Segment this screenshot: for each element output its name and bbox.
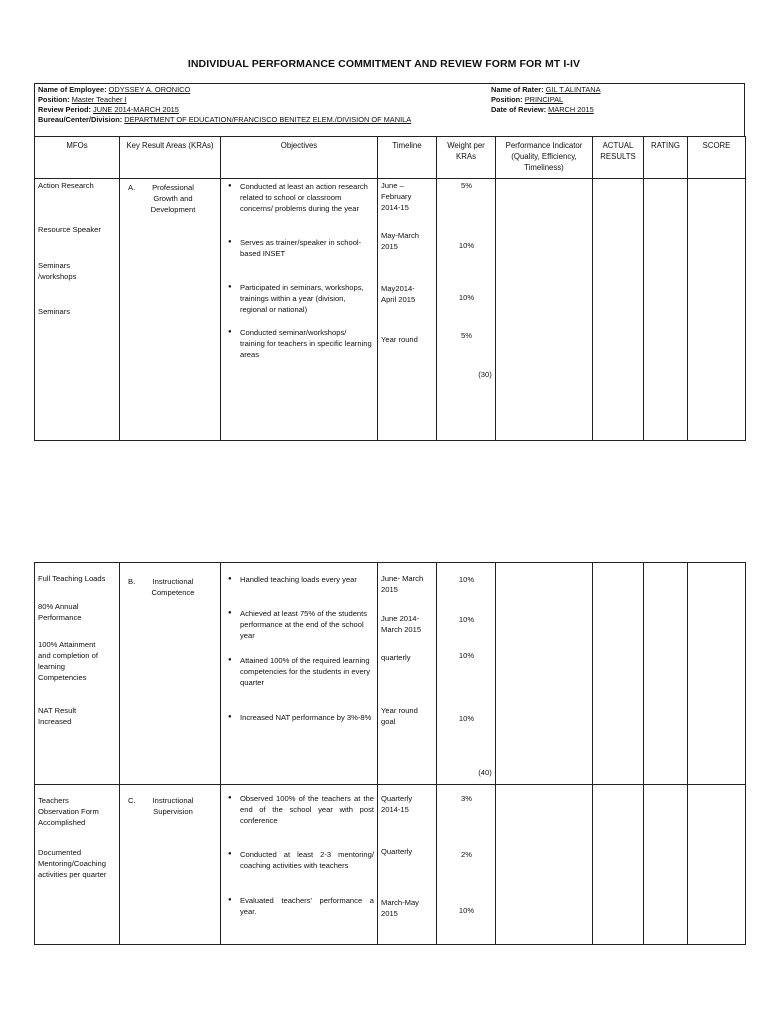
timeline-cell [378, 179, 437, 441]
mfo-item: Action Research [38, 181, 94, 190]
weight-cell [437, 179, 496, 441]
weight-cell [437, 785, 496, 945]
mfo-item: Seminars /workshops [38, 261, 77, 281]
col-header-rating: RATING [644, 137, 688, 179]
section-total: (30) [478, 370, 492, 379]
timeline-item: June- March 2015 [381, 574, 424, 594]
rater-label: Name of Rater: [491, 85, 544, 94]
objective-item: ● Conducted at least 2-3 mentoring/ coaching activities with teachers [240, 849, 374, 871]
period-label: Review Period: [38, 105, 91, 114]
performance-indicator-cell [496, 785, 593, 945]
employee-name: ODYSSEY A. ORONICO [108, 85, 191, 94]
table-header-row [35, 137, 746, 179]
weight-value: 5% [461, 331, 472, 340]
form-title: INDIVIDUAL PERFORMANCE COMMITMENT AND REVIEW FORM FOR MT I-IV [187, 58, 581, 70]
mfo-item: Resource Speaker [38, 225, 101, 234]
form-header [34, 83, 745, 136]
score-cell [688, 785, 746, 945]
weight-value: 10% [458, 651, 475, 660]
timeline-item: Quarterly 2014-15 [381, 794, 413, 814]
col-header-timeline: Timeline [378, 137, 437, 179]
table-row-section-b [35, 563, 746, 785]
kra-title: Professional Growth and Development [150, 183, 196, 214]
rating-cell [644, 179, 688, 441]
employee-info [38, 85, 411, 125]
review-date: MARCH 2015 [548, 105, 594, 114]
rating-cell [644, 785, 688, 945]
kra-cell [120, 785, 221, 945]
commitment-table-page-1 [34, 136, 746, 441]
weight-value: 2% [461, 850, 472, 859]
objective-item: ● Conducted seminar/workshops/ training for teachers in specific learning areas [240, 327, 372, 360]
timeline-cell [378, 785, 437, 945]
timeline-item: June – February 2014-15 [381, 181, 412, 212]
performance-indicator-cell [496, 563, 593, 785]
mfo-cell [35, 785, 120, 945]
mfo-item: Seminars [38, 307, 71, 316]
mfo-cell [35, 179, 120, 441]
bureau-label: Bureau/Center/Division: [38, 115, 123, 124]
objective-item: ● Serves as trainer/speaker in school-based INSET [240, 237, 372, 259]
timeline-item: May-March 2015 [381, 231, 419, 251]
kra-cell [120, 563, 221, 785]
rater-name: GIL T.ALINTANA [545, 85, 601, 94]
weight-value: 10% [458, 714, 475, 723]
kra-title: Instructional Supervision [152, 796, 194, 816]
weight-cell [437, 563, 496, 785]
col-header-objectives: Objectives [221, 137, 378, 179]
employee-position: Master Teacher I [71, 95, 127, 104]
kra-cell [120, 179, 221, 441]
col-header-kras: Key Result Areas (KRAs) [120, 137, 221, 179]
score-cell [688, 179, 746, 441]
mfo-item: Teachers Observation Form Accomplished [38, 796, 99, 827]
mfo-item: 100% Attainment and completion of learning Competencies [38, 640, 98, 682]
actual-results-cell [593, 179, 644, 441]
col-header-score: SCORE [688, 137, 746, 179]
timeline-item: Year round goal [381, 706, 418, 726]
objectives-cell [221, 563, 378, 785]
position-label: Position: [38, 95, 70, 104]
actual-results-cell [593, 563, 644, 785]
table-row-section-c [35, 785, 746, 945]
objective-item: ● Attained 100% of the required learning competencies for the students in every quarter [240, 655, 372, 688]
rater-position: PRINCIPAL [524, 95, 564, 104]
timeline-item: June 2014-March 2015 [381, 614, 422, 634]
col-header-performance-indicator: Performance Indicator (Quality, Efficiency, Timeliness) [496, 137, 593, 179]
mfo-item: Full Teaching Loads [38, 574, 106, 583]
objective-item: ● Conducted at least an action research related to school or classroom concerns/ problems during the year [240, 181, 372, 214]
bureau-value: DEPARTMENT OF EDUCATION/FRANCISCO BENITEZ ELEM./DIVISION OF MANILA [124, 115, 412, 124]
timeline-cell [378, 563, 437, 785]
date-label: Date of Review: [491, 105, 547, 114]
objective-item: ● Increased NAT performance by 3%-8% [240, 712, 372, 723]
weight-value: 3% [461, 794, 472, 803]
col-header-mfos: MFOs [35, 137, 120, 179]
timeline-item: Year round [381, 335, 418, 344]
review-period: JUNE 2014-MARCH 2015 [93, 105, 179, 114]
timeline-item: May2014-April 2015 [381, 284, 416, 304]
objective-item: ● Handled teaching loads every year [240, 574, 372, 585]
kra-title: Instructional Competence [151, 577, 195, 597]
score-cell [688, 563, 746, 785]
objective-item: ● Participated in seminars, workshops, trainings within a year (division, regional or national) [240, 282, 372, 315]
mfo-item: NAT Result Increased [38, 706, 77, 726]
col-header-weight: Weight per KRAs [437, 137, 496, 179]
weight-value: 5% [461, 181, 472, 190]
rater-position-label: Position: [491, 95, 523, 104]
rater-info [491, 85, 601, 115]
mfo-cell [35, 563, 120, 785]
commitment-table-page-2 [34, 562, 746, 945]
weight-value: 10% [458, 241, 475, 250]
objective-item: ● Achieved at least 75% of the students performance at the end of the school year [240, 608, 372, 641]
table-row-section-a [35, 179, 746, 441]
weight-value: 10% [458, 906, 475, 915]
timeline-item: March-May 2015 [381, 898, 419, 918]
performance-indicator-cell [496, 179, 593, 441]
section-total: (40) [478, 768, 492, 777]
objectives-cell [221, 179, 378, 441]
objective-item: ● Observed 100% of the teachers at the end of the school year with post conference [240, 793, 374, 826]
kra-letter: A. [128, 183, 136, 192]
col-header-actual-results: ACTUAL RESULTS [593, 137, 644, 179]
weight-value: 10% [458, 575, 475, 584]
timeline-item: Quarterly [381, 847, 413, 856]
weight-value: 10% [458, 293, 475, 302]
mfo-item: 80% Annual Performance [38, 602, 82, 622]
timeline-item: quarterly [381, 653, 411, 662]
employee-label: Name of Employee: [38, 85, 107, 94]
rating-cell [644, 563, 688, 785]
kra-letter: C. [128, 796, 136, 805]
objective-item: ● Evaluated teachers' performance a year. [240, 895, 374, 917]
weight-value: 10% [458, 615, 475, 624]
kra-letter: B. [128, 577, 136, 586]
mfo-item: Documented Mentoring/Coaching activities per quarter [38, 848, 107, 879]
actual-results-cell [593, 785, 644, 945]
objectives-cell [221, 785, 378, 945]
